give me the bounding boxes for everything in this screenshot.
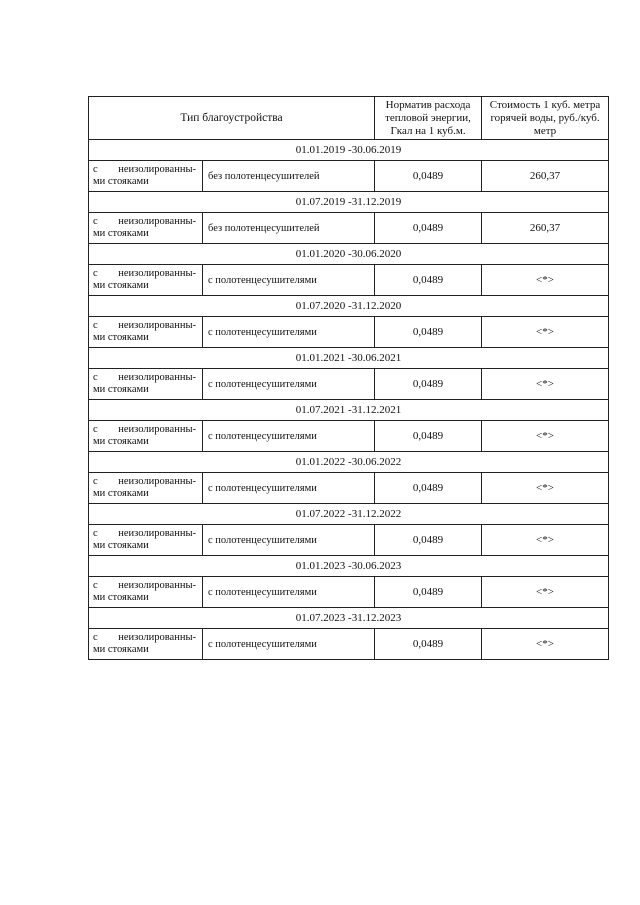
stand-type-line-1: с неизолированны- [93, 268, 196, 279]
period-row [89, 244, 609, 265]
norm-value-cell: 0,0489 [375, 629, 482, 660]
towel-dryer-cell: без полотенцесушителей [203, 161, 375, 192]
towel-dryer-cell: с полотенцесушителями [203, 473, 375, 504]
cost-value-cell: <*> [482, 317, 609, 348]
cost-value-cell: <*> [482, 473, 609, 504]
norm-value-cell: 0,0489 [375, 213, 482, 244]
towel-dryer-cell: с полотенцесушителями [203, 369, 375, 400]
table-row [89, 577, 609, 608]
stand-type-line-2: ми стояками [93, 176, 149, 187]
stand-type-cell [89, 213, 203, 244]
table-row [89, 629, 609, 660]
towel-dryer-cell: с полотенцесушителями [203, 629, 375, 660]
period-row [89, 556, 609, 577]
towel-dryer-cell: с полотенцесушителями [203, 577, 375, 608]
stand-type-line-2: ми стояками [93, 540, 149, 551]
stand-type-line-1: с неизолированны- [93, 476, 196, 487]
stand-type-line-1: с неизолированны- [93, 216, 196, 227]
period-row [89, 452, 609, 473]
cost-value-cell: <*> [482, 421, 609, 452]
towel-dryer-cell: с полотенцесушителями [203, 525, 375, 556]
stand-type-cell [89, 369, 203, 400]
cost-value-cell: <*> [482, 577, 609, 608]
stand-type-line-1: с неизолированны- [93, 424, 196, 435]
norm-value-cell: 0,0489 [375, 317, 482, 348]
stand-type-line-2: ми стояками [93, 228, 149, 239]
norm-value-cell: 0,0489 [375, 161, 482, 192]
period-row [89, 400, 609, 421]
stand-type-line-1: с неизолированны- [93, 632, 196, 643]
stand-type-cell [89, 421, 203, 452]
stand-type-cell [89, 577, 203, 608]
cost-value-cell: 260,37 [482, 213, 609, 244]
stand-type-line-2: ми стояками [93, 488, 149, 499]
period-label: 01.07.2019 -31.12.2019 [89, 192, 609, 213]
towel-dryer-cell: с полотенцесушителями [203, 421, 375, 452]
table-row [89, 525, 609, 556]
period-row [89, 192, 609, 213]
stand-type-cell [89, 317, 203, 348]
period-row [89, 608, 609, 629]
header-type: Тип благоустройства [89, 97, 375, 140]
towel-dryer-cell: с полотенцесушителями [203, 265, 375, 296]
period-label: 01.01.2023 -30.06.2023 [89, 556, 609, 577]
norm-value-cell: 0,0489 [375, 577, 482, 608]
table-header-row [89, 97, 609, 140]
period-label: 01.07.2022 -31.12.2022 [89, 504, 609, 525]
cost-value-cell: 260,37 [482, 161, 609, 192]
norm-value-cell: 0,0489 [375, 369, 482, 400]
norm-value-cell: 0,0489 [375, 473, 482, 504]
stand-type-line-2: ми стояками [93, 592, 149, 603]
stand-type-cell [89, 629, 203, 660]
period-label: 01.01.2019 -30.06.2019 [89, 140, 609, 161]
stand-type-line-2: ми стояками [93, 436, 149, 447]
period-row [89, 140, 609, 161]
stand-type-line-2: ми стояками [93, 332, 149, 343]
period-label: 01.01.2020 -30.06.2020 [89, 244, 609, 265]
table-row [89, 161, 609, 192]
stand-type-line-2: ми стояками [93, 384, 149, 395]
stand-type-line-1: с неизолированны- [93, 372, 196, 383]
table-row [89, 369, 609, 400]
norm-value-cell: 0,0489 [375, 421, 482, 452]
period-label: 01.01.2021 -30.06.2021 [89, 348, 609, 369]
stand-type-cell [89, 525, 203, 556]
cost-value-cell: <*> [482, 629, 609, 660]
period-row [89, 348, 609, 369]
cost-value-cell: <*> [482, 265, 609, 296]
cost-value-cell: <*> [482, 525, 609, 556]
period-label: 01.07.2023 -31.12.2023 [89, 608, 609, 629]
norms-table [88, 96, 609, 660]
period-row [89, 504, 609, 525]
stand-type-cell [89, 161, 203, 192]
header-cost: Стоимость 1 куб. метра горячей воды, руб./куб. метр [482, 97, 609, 140]
stand-type-line-1: с неизолированны- [93, 580, 196, 591]
stand-type-line-1: с неизолированны- [93, 528, 196, 539]
period-label: 01.07.2021 -31.12.2021 [89, 400, 609, 421]
period-label: 01.07.2020 -31.12.2020 [89, 296, 609, 317]
table-row [89, 317, 609, 348]
table-row [89, 473, 609, 504]
norm-value-cell: 0,0489 [375, 265, 482, 296]
cost-value-cell: <*> [482, 369, 609, 400]
stand-type-cell [89, 473, 203, 504]
stand-type-line-2: ми стояками [93, 280, 149, 291]
period-label: 01.01.2022 -30.06.2022 [89, 452, 609, 473]
stand-type-line-2: ми стояками [93, 644, 149, 655]
stand-type-line-1: с неизолированны- [93, 164, 196, 175]
table-row [89, 421, 609, 452]
towel-dryer-cell: без полотенцесушителей [203, 213, 375, 244]
table-row [89, 213, 609, 244]
header-norm: Норматив расхода тепловой энергии, Гкал на 1 куб.м. [375, 97, 482, 140]
table-row [89, 265, 609, 296]
stand-type-line-1: с неизолированны- [93, 320, 196, 331]
norm-value-cell: 0,0489 [375, 525, 482, 556]
towel-dryer-cell: с полотенцесушителями [203, 317, 375, 348]
period-row [89, 296, 609, 317]
stand-type-cell [89, 265, 203, 296]
